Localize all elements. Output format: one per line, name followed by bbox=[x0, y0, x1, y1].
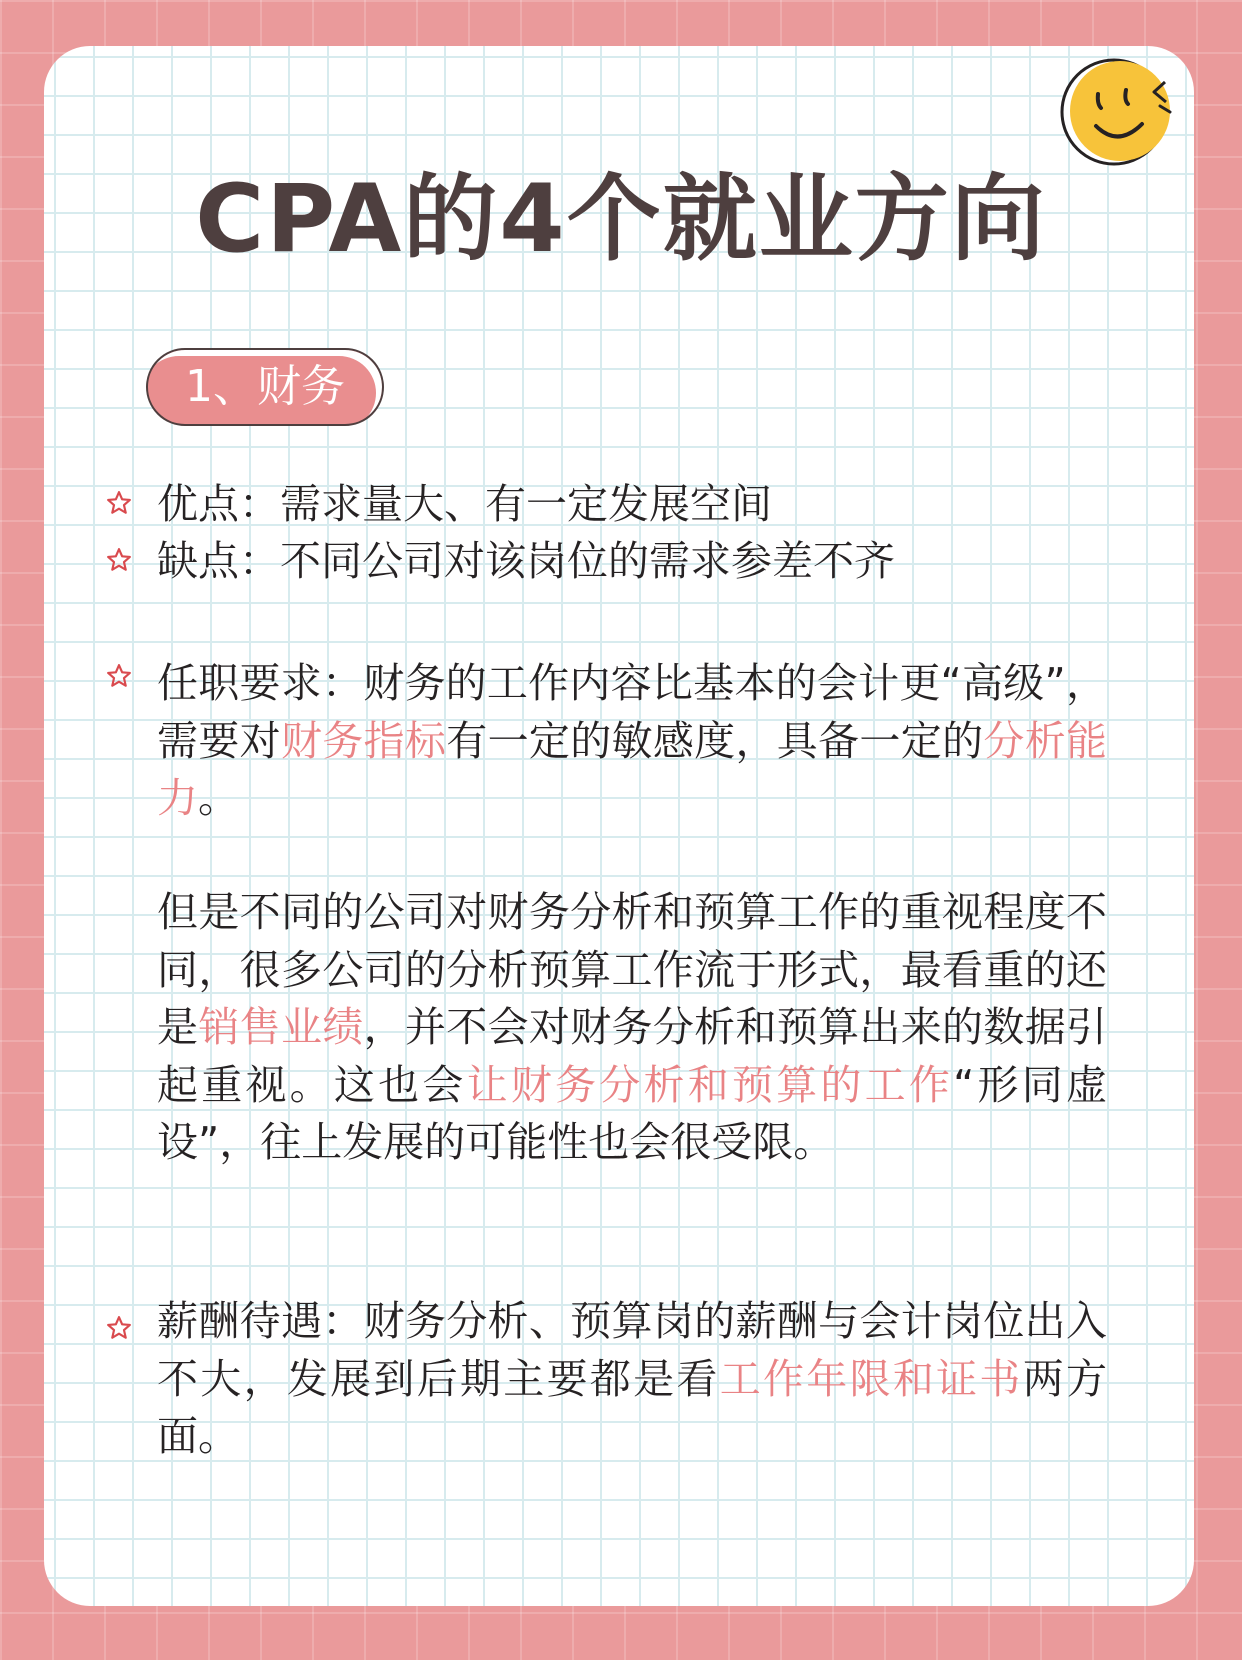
star-bullet-icon bbox=[106, 547, 132, 573]
requirements-text: 任职要求：财务的工作内容比基本的会计更“高级”，需要对财务指标有一定的敏感度，具备一定的分析能力。 bbox=[157, 659, 1108, 822]
salary-text: 薪酬待遇：财务分析、预算岗的薪酬与会计岗位出入不大，发展到后期主要都是看工作年限和证书两方面。 bbox=[157, 1297, 1108, 1460]
note-text: 但是不同的公司对财务分析和预算工作的重视程度不同，很多公司的分析预算工作流于形式，最看重的还是销售业绩，并不会对财务分析和预算出来的数据引起重视。这也会让财务分析和预算的工作“形同虚设”，往上发展的可能性也会很受限。 bbox=[157, 888, 1108, 1166]
highlight-financial-indicators: 财务指标 bbox=[280, 716, 447, 765]
section-badge: 1、财务 bbox=[146, 348, 384, 426]
highlight-sales-performance: 销售业绩 bbox=[198, 1003, 364, 1051]
highlight-analysis-ability: 分析能力 bbox=[157, 716, 1108, 822]
highlight-work-value: 让财务分析和预算的工作 bbox=[466, 1060, 954, 1109]
highlight-years-certificates: 工作年限和证书 bbox=[719, 1354, 1023, 1403]
smiley-icon bbox=[1058, 56, 1174, 172]
pros-text: 优点：需求量大、有一定发展空间 bbox=[157, 480, 772, 528]
star-bullet-icon bbox=[106, 1315, 132, 1341]
star-bullet-icon bbox=[106, 663, 132, 689]
page-title: CPA的4个就业方向 bbox=[195, 165, 1047, 274]
cons-text: 缺点：不同公司对该岗位的需求参差不齐 bbox=[157, 537, 895, 585]
star-bullet-icon bbox=[106, 490, 132, 516]
